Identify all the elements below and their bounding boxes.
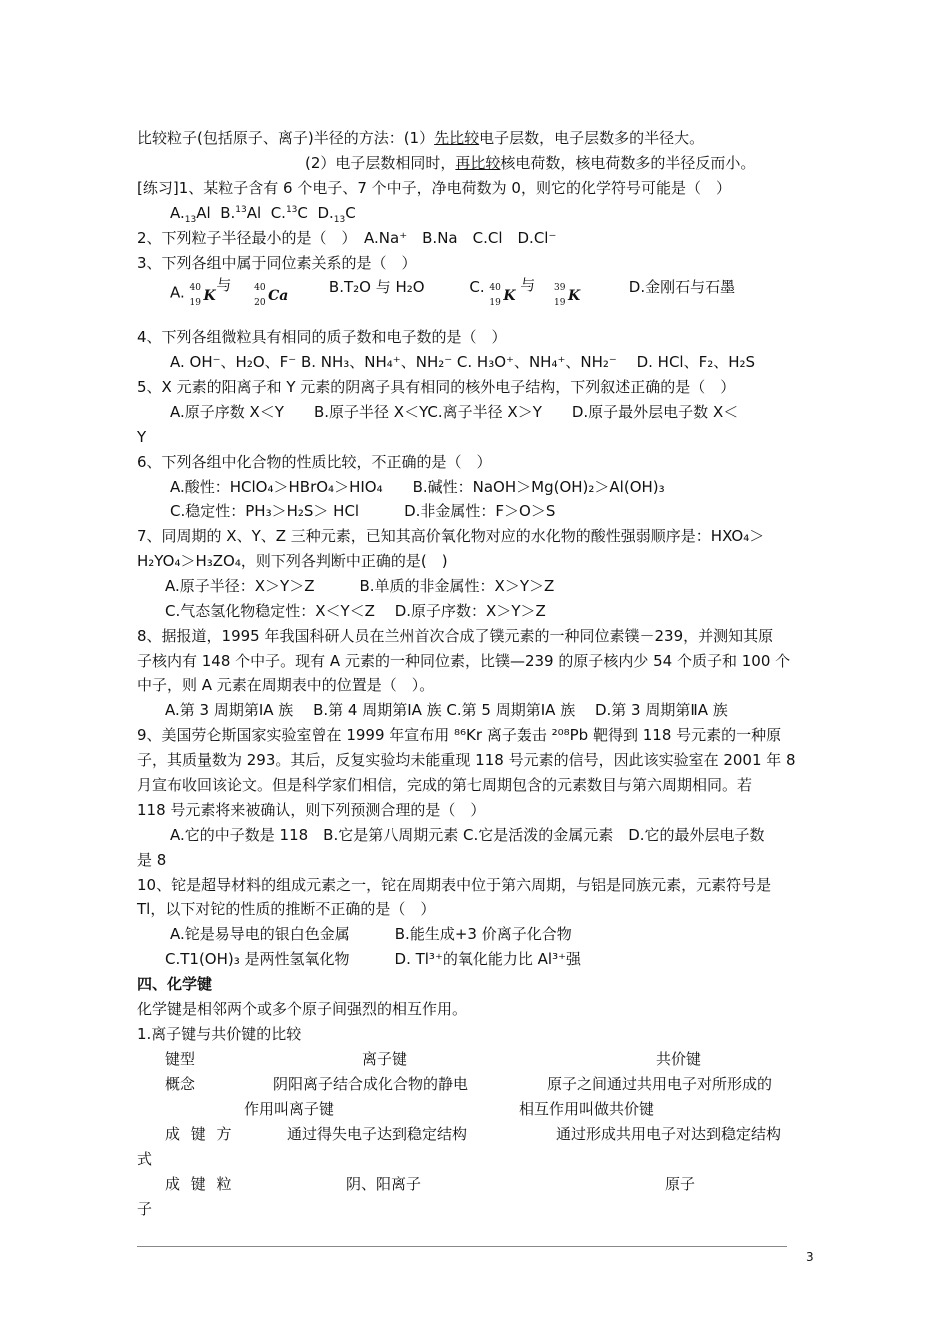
footer-divider	[137, 1246, 787, 1247]
table-row-concept-covalent-cont: 相互作用叫做共价键	[519, 1100, 655, 1118]
nuclide-ca40: 40 20 Ca	[254, 283, 289, 308]
question-9-cont-3: 118 号元素将来被确认，则下列预测合理的是（ ）	[137, 801, 486, 819]
table-row-concept-covalent: 原子之间通过共用电子对所形成的	[547, 1075, 773, 1093]
question-10-options-1: A.铊是易导电的银白色金属 B.能生成+3 价离子化合物	[170, 925, 572, 943]
table-row-particle-label: 成 键 粒	[165, 1175, 235, 1193]
question-5-options: A.原子序数 X＜Y B.原子半径 X＜YC.离子半径 X＞Y D.原子最外层电子数 X＜	[170, 403, 739, 421]
table-header-type: 键型	[165, 1050, 196, 1068]
question-6: 6、下列各组中化合物的性质比较，不正确的是（ ）	[137, 453, 492, 471]
question-8-cont-2: 中子，则 A 元素在周期表中的位置是（ ）。	[137, 676, 435, 694]
nuclide-k39: 39 19 K	[553, 283, 581, 308]
question-3: 3、下列各组中属于同位素关系的是（ ）	[137, 254, 417, 272]
question-1: [练习]1、某粒子含有 6 个电子、7 个中子，净电荷数为 0，则它的化学符号可能是（ ）	[137, 179, 731, 197]
question-7-cont: H₂YO₄＞H₃ZO₄，则下列各判断中正确的是( )	[137, 552, 448, 570]
question-7-options-1: A.原子半径：X＞Y＞Z B.单质的非金属性：X＞Y＞Z	[165, 577, 555, 595]
question-8: 8、据报道，1995 年我国科研人员在兰州首次合成了镤元素的一种同位素镤－239，并测知其原	[137, 627, 774, 645]
table-row-concept-label: 概念	[165, 1075, 196, 1093]
question-10: 10、铊是超导材料的组成元素之一，铊在周期表中位于第六周期，与铝是同族元素，元素符号是	[137, 876, 772, 894]
method-line-1: 比较粒子(包括原子、离子)半径的方法：(1）先比较电子层数，电子层数多的半径大。	[137, 129, 705, 147]
question-5-options-cont: Y	[137, 428, 147, 446]
question-9-options-cont: 是 8	[137, 851, 167, 869]
question-10-cont: Tl，以下对铊的性质的推断不正确的是（ ）	[137, 900, 436, 918]
question-5: 5、X 元素的阳离子和 Y 元素的阴离子具有相同的核外电子结构，下列叙述正确的是（ ）	[137, 378, 736, 396]
question-10-options-2: C.T1(OH)₃ 是两性氢氧化物 D. Tl³⁺的氧化能力比 Al³⁺强	[165, 950, 581, 968]
table-row-method-covalent: 通过形成共用电子对达到稳定结构	[556, 1125, 782, 1143]
subsection-heading: 1.离子键与共价键的比较	[137, 1025, 302, 1043]
page-number: 3	[806, 1250, 814, 1264]
question-2: 2、下列粒子半径最小的是（ ） A.Na⁺ B.Na C.Cl D.Cl⁻	[137, 229, 557, 247]
question-9: 9、美国劳仑斯国家实验室曾在 1999 年宣布用 ⁸⁶Kr 离子轰击 ²⁰⁸Pb 靶得到 118 号元素的一种原	[137, 726, 782, 744]
definition: 化学键是相邻两个或多个原子间强烈的相互作用。	[137, 1000, 468, 1018]
question-1-options: $A._{13}Al$ B.$^{13}$Al C.$^{13}$C $D._{13}C$	[170, 204, 356, 225]
question-8-options: A.第 3 周期第ⅠA 族 B.第 4 周期第ⅠA 族 C.第 5 周期第ⅠA 族 D.第 3 周期第ⅡA 族	[165, 701, 728, 719]
table-header-covalent: 共价键	[656, 1050, 702, 1068]
table-header-ionic: 离子键	[362, 1050, 408, 1068]
section-heading: 四、化学键	[137, 975, 213, 993]
table-row-concept-ionic-cont: 作用叫离子键	[244, 1100, 335, 1118]
question-9-cont-1: 子，其质量数为 293。其后，反复实验均未能重现 118 号元素的信号，因此该实验室在 2001 年 8	[137, 751, 796, 769]
table-row-method-label-cont: 式	[137, 1150, 153, 1168]
question-7-options-2: C.气态氢化物稳定性：X＜Y＜Z D.原子序数：X＞Y＞Z	[165, 602, 546, 620]
table-row-particle-label-cont: 子	[137, 1200, 153, 1218]
table-row-particle-ionic: 阴、阳离子	[346, 1175, 422, 1193]
question-3-options: A. 40 19 K 与 40 20 Ca B.T₂O 与 H₂O C. 40 19 K 与 39 19 K D.金刚石与石墨	[170, 275, 736, 308]
table-row-concept-ionic: 阴阳离子结合成化合物的静电	[273, 1075, 469, 1093]
method-line-2: (2）电子层数相同时，再比较核电荷数，核电荷数多的半径反而小。	[305, 154, 756, 172]
table-row-method-label: 成 键 方	[165, 1125, 235, 1143]
question-6-options-2: C.稳定性：PH₃＞H₂S＞ HCl D.非金属性：F＞O＞S	[170, 502, 556, 520]
question-9-options: A.它的中子数是 118 B.它是第八周期元素 C.它是活泼的金属元素 D.它的最外层电子数	[170, 826, 765, 844]
question-9-cont-2: 月宣布收回该论文。但是科学家们相信，完成的第七周期包含的元素数目与第六周期相同。若	[137, 776, 753, 794]
table-row-particle-covalent: 原子	[665, 1175, 696, 1193]
nuclide-k40-b: 40 19 K	[489, 283, 516, 308]
nuclide-k40: 40 19 K	[189, 283, 216, 308]
question-8-cont-1: 子核内有 148 个中子。现有 A 元素的一种同位素，比镤—239 的原子核内少 54 个质子和 100 个	[137, 652, 791, 670]
question-7: 7、同周期的 X、Y、Z 三种元素，已知其高价氧化物对应的水化物的酸性强弱顺序是：HXO₄＞	[137, 527, 765, 545]
question-4-options: A. OH⁻、H₂O、F⁻ B. NH₃、NH₄⁺、NH₂⁻ C. H₃O⁺、NH₄⁺、NH₂⁻ D. HCl、F₂、H₂S	[170, 353, 756, 371]
table-row-method-ionic: 通过得失电子达到稳定结构	[287, 1125, 468, 1143]
question-6-options-1: A.酸性：HClO₄＞HBrO₄＞HIO₄ B.碱性：NaOH＞Mg(OH)₂＞Al(OH)₃	[170, 478, 665, 496]
question-4: 4、下列各组微粒具有相同的质子数和电子数的是（ ）	[137, 328, 507, 346]
